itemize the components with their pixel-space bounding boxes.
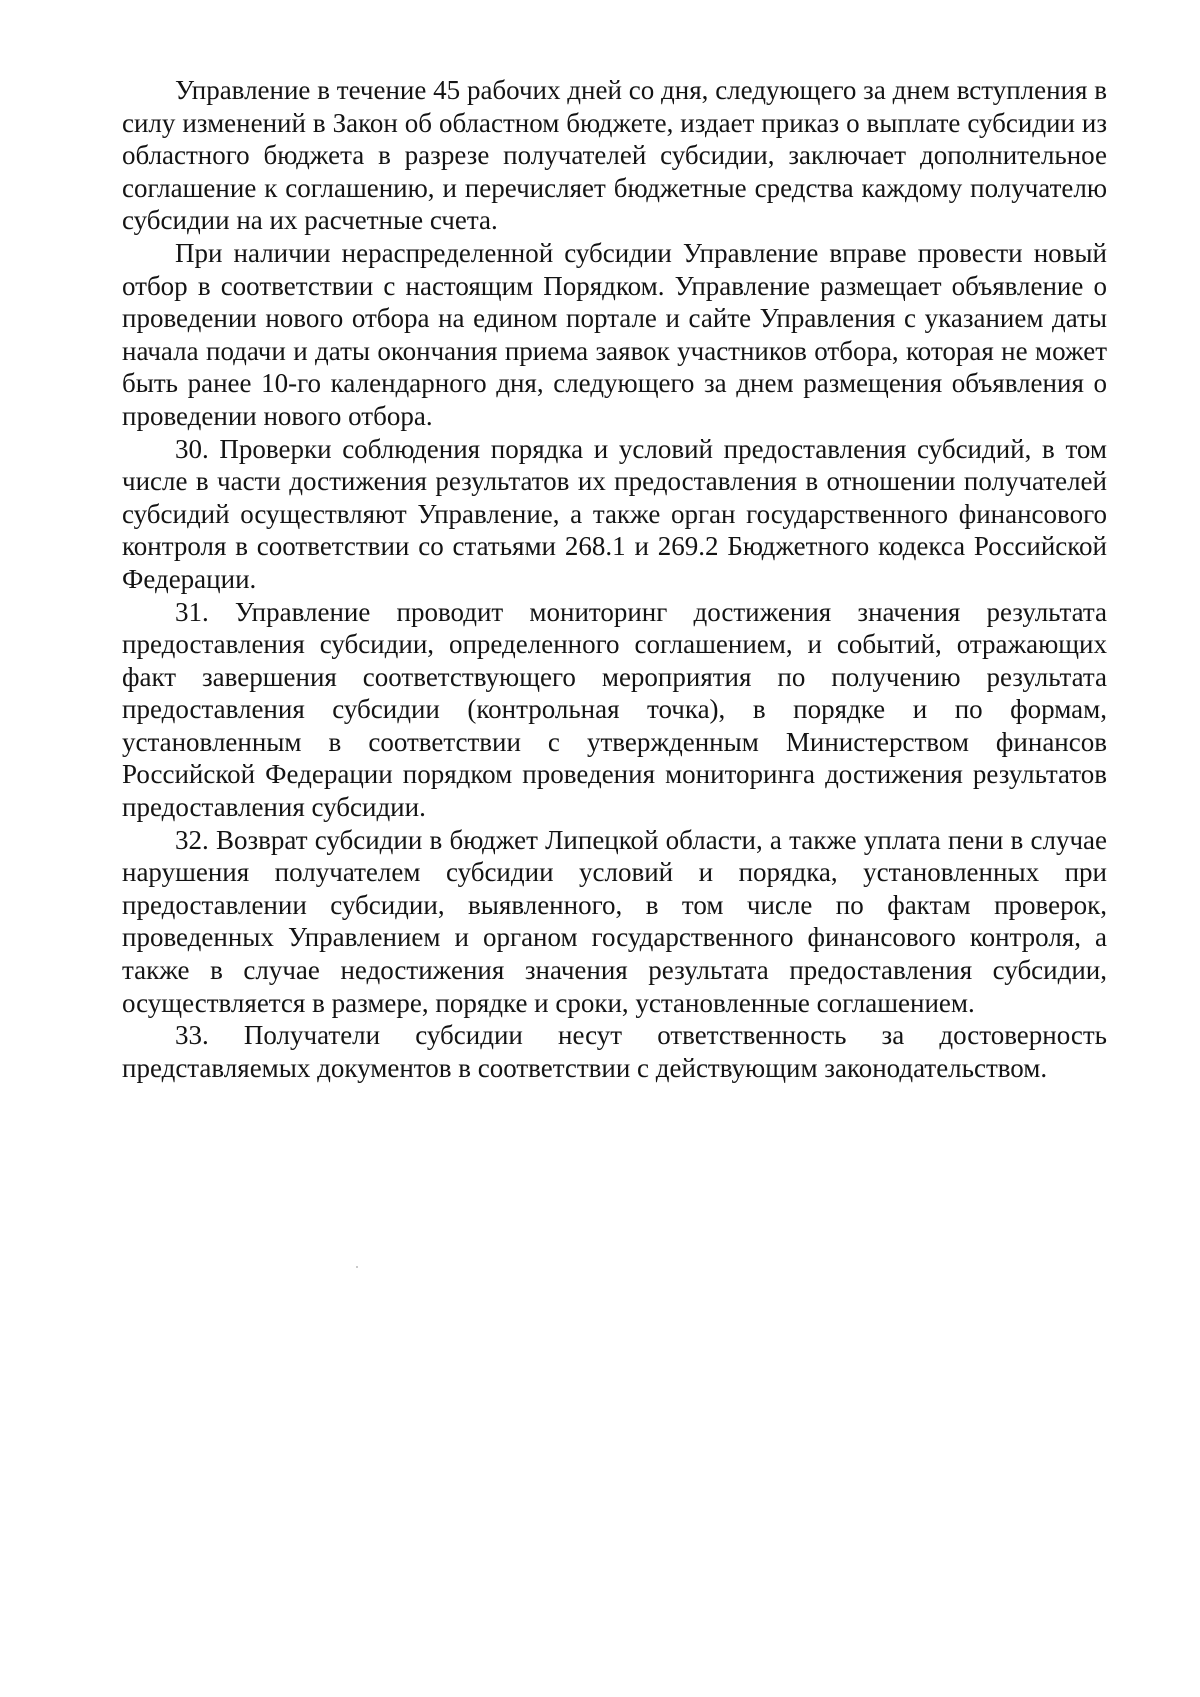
document-body xyxy=(122,74,1107,1084)
paragraph-30-inspections: 30. Проверки соблюдения порядка и условий предоставления субсидий, в том числе в части достижения результатов их предоставления в отношении получателей субсидий осуществляют Управление, а также орган государственного финансового контроля в соответствии со статьями 268.1 и 269.2 Бюджетного кодекса Российской Федерации. xyxy=(122,433,1107,594)
paragraph-33-responsibility: 33. Получатели субсидии несут ответственность за достоверность представляемых документов в соответствии с действующим законодательством. xyxy=(122,1020,1107,1083)
paragraph-32-refund: 32. Возврат субсидии в бюджет Липецкой области, а также уплата пени в случае нарушения получателем субсидии условий и порядка, установленных при предоставлении субсидии, выявленного, в том числе по фактам проверок, проведенных Управлением и органом государственного финансового контроля, а также в случае недостижения значения результата предоставления субсидии, осуществляется в размере, порядке и сроки, установленные соглашением. xyxy=(122,824,1107,1018)
paragraph-new-selection: При наличии нераспределенной субсидии Управление вправе провести новый отбор в соответствии с настоящим Порядком. Управление размещает объявление о проведении нового отбора на едином портале и сайте Управления с указанием даты начала подачи и даты окончания приема заявок участников отбора, которая не может быть ранее 10-го календарного дня, следующего за днем размещения объявления о проведении нового отбора. xyxy=(122,237,1107,431)
scan-speck xyxy=(356,1266,358,1268)
paragraph-payment-order: Управление в течение 45 рабочих дней со дня, следующего за днем вступления в силу изменений в Закон об областном бюджете, издает приказ о выплате субсидии из областного бюджета в разрезе получателей субсидии, заключает дополнительное соглашение к соглашению, и перечисляет бюджетные средства каждому получателю субсидии на их расчетные счета. xyxy=(122,75,1107,236)
paragraph-31-monitoring: 31. Управление проводит мониторинг достижения значения результата предоставления субсидии, определенного соглашением, и событий, отражающих факт завершения соответствующего мероприятия по получению результата предоставления субсидии (контрольная точка), в порядке и по формам, установленным в соответствии с утвержденным Министерством финансов Российской Федерации порядком проведения мониторинга достижения результатов предоставления субсидии. xyxy=(122,596,1107,823)
